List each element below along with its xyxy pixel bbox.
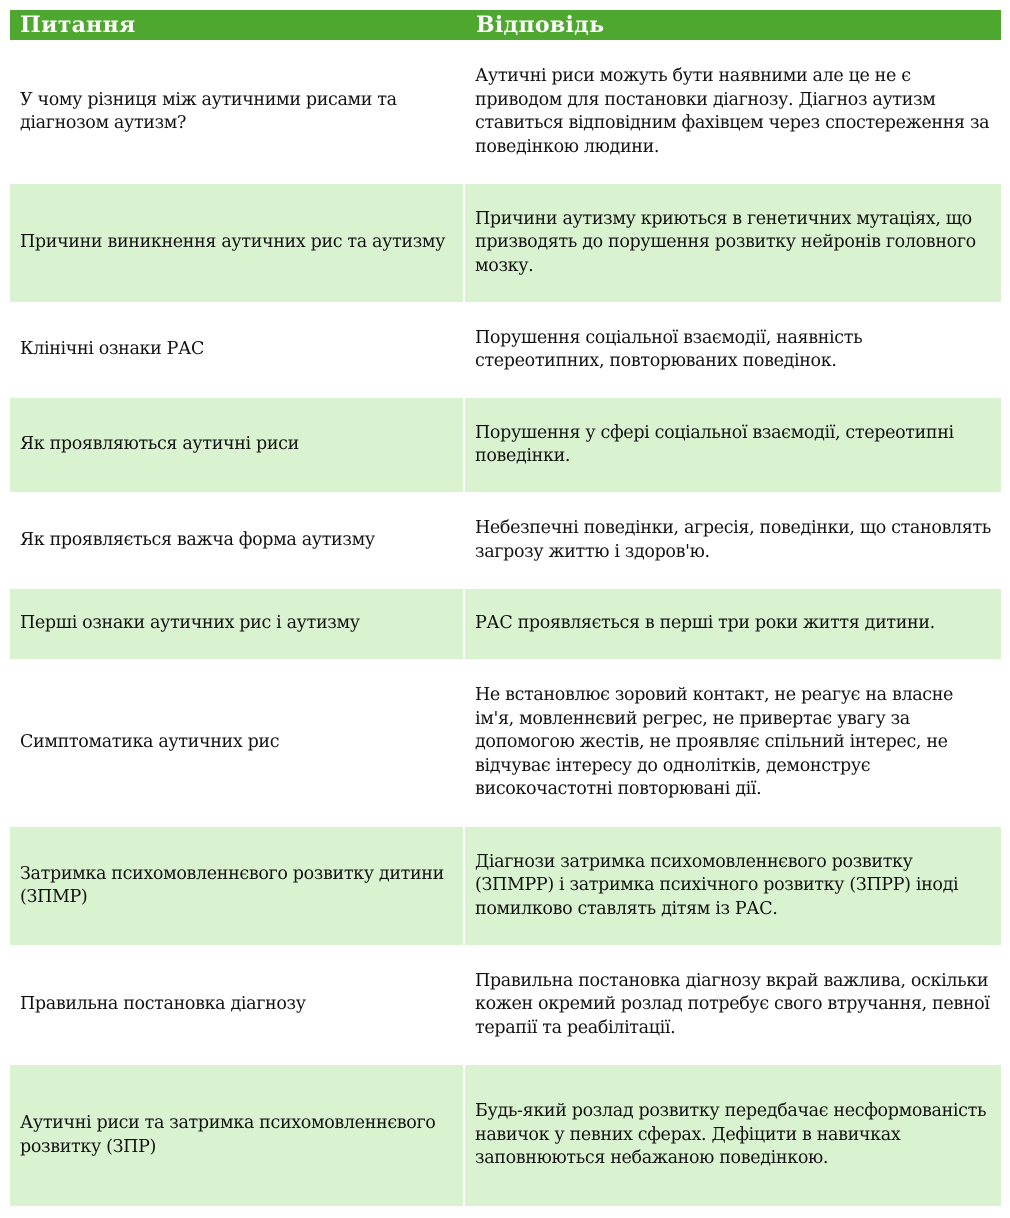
question-cell: Як проявляються аутичні риси	[10, 398, 463, 492]
answer-cell: Будь-який розлад розвитку передбачає несформованість навичок у певних сферах. Дефіцити в навичках заповнюються небажаною поведінкою.	[465, 1065, 1001, 1206]
table-row	[10, 827, 1001, 945]
table-row	[10, 302, 1001, 398]
answer-cell: Правильна постановка діагнозу вкрай важлива, оскільки кожен окремий розлад потребує свого втручання, певної терапії та реабілітації.	[475, 970, 990, 1038]
answer-cell: Небезпечні поведінки, агресія, поведінки, що становлять загрозу життю і здоров'ю.	[475, 518, 991, 562]
question-cell: Причини виникнення аутичних рис та аутизму	[10, 184, 463, 302]
question-cell: Клінічні ознаки РАС	[20, 339, 205, 360]
table-header	[10, 10, 1001, 40]
table-row	[10, 40, 1001, 184]
answer-cell: Діагнози затримка психомовленнєвого розвитку (ЗПМРР) і затримка психічного розвитку (ЗПРР) іноді помилково ставлять дітям із РАС.	[465, 827, 1001, 945]
question-cell: У чому різниця між аутичними рисами та діагнозом аутизм?	[20, 89, 397, 133]
question-cell: Симптоматика аутичних рис	[20, 732, 280, 753]
answer-cell: Аутичні риси можуть бути наявними але це не є приводом для постановки діагнозу. Діагноз аутизм ставиться відповідним фахівцем через спостереження за поведінкою людини.	[475, 66, 990, 157]
table-row	[10, 589, 1001, 659]
table-row	[10, 184, 1001, 302]
qa-table	[10, 10, 1001, 1206]
question-cell: Правильна постановка діагнозу	[20, 994, 306, 1015]
table-row	[10, 945, 1001, 1065]
question-cell: Як проявляється важча форма аутизму	[20, 529, 375, 550]
table-row	[10, 398, 1001, 492]
question-cell: Затримка психомовленнєвого розвитку дитини (ЗПМР)	[10, 827, 463, 945]
answer-cell: Порушення соціальної взаємодії, наявність стереотипних, повторюваних поведінок.	[475, 327, 863, 371]
answer-cell: Причини аутизму криються в генетичних мутаціях, що призводять до порушення розвитку нейронів головного мозку.	[465, 184, 1001, 302]
question-cell: Аутичні риси та затримка психомовленнєвого розвитку (ЗПР)	[10, 1065, 463, 1206]
header-answer: Відповідь	[476, 12, 605, 38]
answer-cell: Порушення у сфері соціальної взаємодії, стереотипні поведінки.	[465, 398, 1001, 492]
question-cell: Перші ознаки аутичних рис і аутизму	[10, 589, 463, 659]
table-row	[10, 659, 1001, 827]
table-row	[10, 1065, 1001, 1206]
answer-cell: РАС проявляється в перші три роки життя дитини.	[465, 589, 1001, 659]
answer-cell: Не встановлює зоровий контакт, не реагує на власне ім'я, мовленнєвий регрес, не привертає увагу за допомогою жестів, не проявляє спільний інтерес, не відчуває інтересу до однолітків, демонструє високочастотні повторювані дії.	[475, 685, 954, 800]
table-row	[10, 492, 1001, 589]
header-question: Питання	[20, 12, 136, 38]
